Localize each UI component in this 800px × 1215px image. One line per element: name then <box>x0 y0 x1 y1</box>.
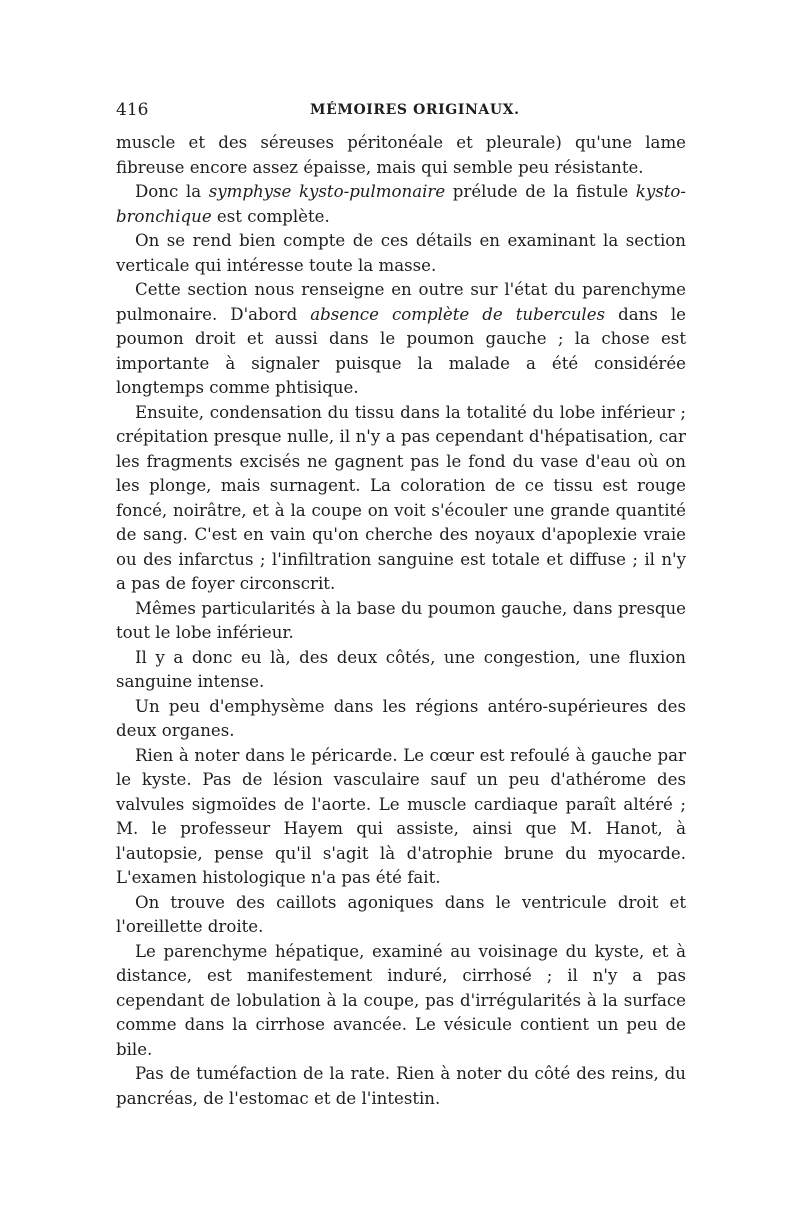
paragraph <box>116 940 686 1063</box>
text-run: On se rend bien compte de ces détails en examinant la section verticale qui intéresse toute la masse. <box>116 231 686 275</box>
text-run: Rien à noter dans le péricarde. Le cœur est refoulé à gauche par le kyste. Pas de lésion vasculaire sauf un peu d'athérome des valvules sigmoïdes de l'aorte. Le muscle cardiaque paraît altéré ; M. le professeur Hayem qui assiste, ainsi que M. Hanot, à l'autopsie, pense qu'il s'agit là d'atrophie brune du myocarde. L'examen histologique n'a pas été fait. <box>116 745 686 887</box>
paragraph <box>116 695 686 744</box>
running-title: MÉMOIRES ORIGINAUX. <box>310 102 520 118</box>
text-run: Le parenchyme hépatique, examiné au voisinage du kyste, et à distance, est manifestement induré, cirrhosé ; il n'y a pas cependant de lobulation à la coupe, pas d'irrégularités à la surface comme dans la cirrhose avancée. Le vésicule contient un peu de bile. <box>116 941 686 1059</box>
paragraph <box>116 597 686 646</box>
paragraph <box>116 229 686 278</box>
paragraph <box>116 401 686 597</box>
paragraph <box>116 1062 686 1111</box>
italic-phrase: symphyse kysto-pulmonaire <box>208 182 446 201</box>
text-run: Pas de tuméfaction de la rate. Rien à noter du côté des reins, du pancréas, de l'estomac et de l'intestin. <box>116 1064 686 1108</box>
paragraph <box>116 744 686 891</box>
paragraph <box>116 278 686 401</box>
text-run: prélude de la fistule <box>445 182 636 201</box>
text-run: Cette section nous renseigne en outre sur l'état du parenchyme pulmonaire. D'abord <box>116 280 686 324</box>
text-run: Il y a donc eu là, des deux côtés, une congestion, une fluxion sanguine intense. <box>116 647 686 691</box>
text-run: muscle et des séreuses péritonéale et pleurale) qu'une lame fibreuse encore assez épaisse, mais qui semble peu résistante. <box>116 133 686 177</box>
paragraph <box>116 131 686 180</box>
page-header <box>116 100 686 122</box>
text-run: Ensuite, condensation du tissu dans la totalité du lobe inférieur ; crépitation presque nulle, il n'y a pas cependant d'hépatisation, car les fragments excisés ne gagnent pas le fond du vase d'eau où on les plonge, mais surnagent. La coloration de ce tissu est rouge foncé, noirâtre, et à la coupe on voit s'écouler une grande quantité de sang. C'est en vain qu'on cherche des noyaux d'apoplexie vraie ou des infarctus ; l'infiltration sanguine est totale et diffuse ; il n'y a pas de foyer circonscrit. <box>116 402 686 593</box>
text-run: Un peu d'emphysème dans les régions antéro-supérieures des deux organes. <box>116 696 686 740</box>
italic-phrase: absence complète de tubercules <box>310 304 606 324</box>
text-run: Mêmes particularités à la base du poumon gauche, dans presque tout le lobe inférieur. <box>116 598 686 642</box>
body-text <box>116 131 686 1111</box>
paragraph <box>116 180 686 229</box>
text-run: dans le poumon droit et aussi dans le poumon gauche ; la chose est importante à signaler puisque la malade a été considérée longtemps comme phtisique. <box>116 304 686 397</box>
italic-phrase: kysto-bronchique <box>116 182 686 226</box>
paragraph <box>116 891 686 940</box>
text-run: On trouve des caillots agoniques dans le ventricule droit et l'oreillette droite. <box>116 892 686 936</box>
page-number: 416 <box>116 100 149 120</box>
text-run: Donc la <box>135 182 209 201</box>
text-run: est complète. <box>211 206 330 226</box>
paragraph <box>116 646 686 695</box>
